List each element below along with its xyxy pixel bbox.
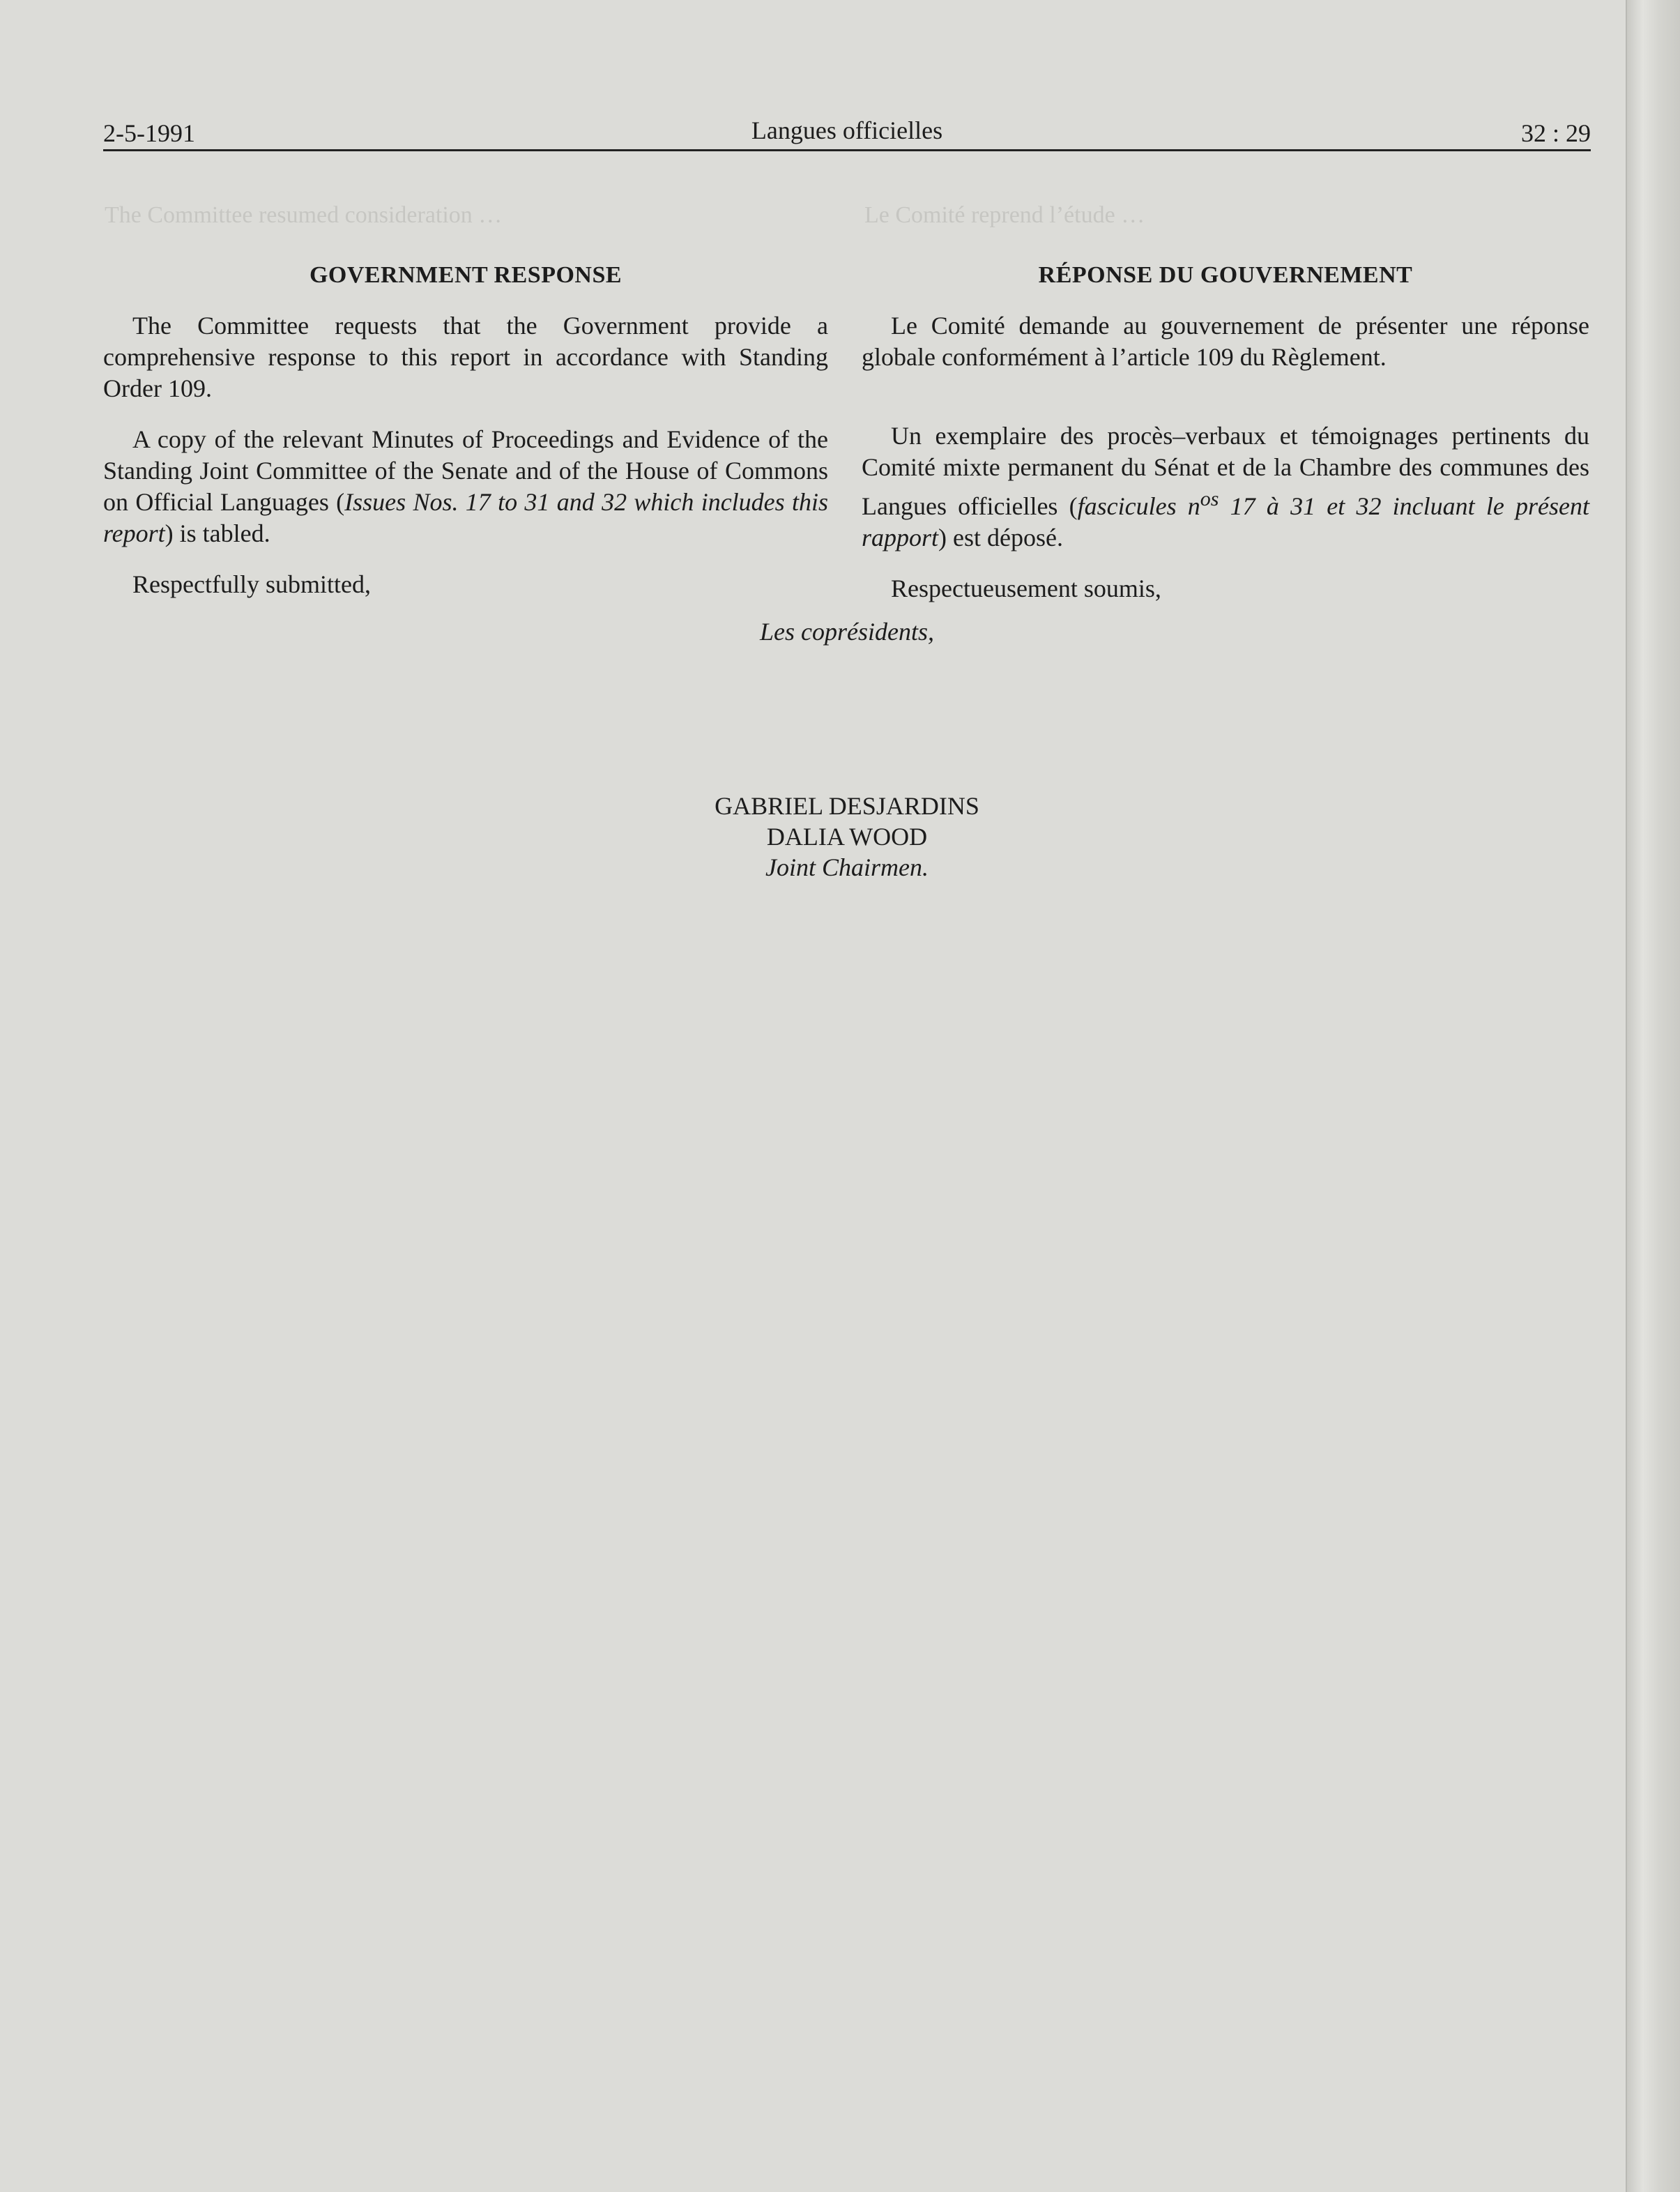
french-closing: Respectueusement soumis,: [891, 574, 1161, 602]
header-rule: [103, 149, 1591, 151]
signatory-title: Joint Chairmen.: [765, 853, 929, 881]
english-paragraph-1: The Committee requests that the Government provide a comprehensive response to this report in accordance with Standing Order 109.: [103, 312, 828, 402]
english-closing: Respectfully submitted,: [132, 570, 371, 598]
bleed-through-left: The Committee resumed consideration …: [105, 202, 503, 228]
french-paragraph-2: Un exemplaire des procès–verbaux et témoignages pertinents du Comité mixte permanent du Sénat et de la Chambre des communes des Langues officielles (fascicules $n^{os}$ 17 à 31 et 32 incluant le présent rapport) est déposé.: [862, 422, 1589, 551]
signatory-name-1: GABRIEL DESJARDINS: [715, 792, 979, 820]
english-column: [103, 259, 828, 620]
signature-block: [103, 791, 1591, 883]
running-header: [103, 113, 1591, 152]
header-page-number: 32 : 29: [1520, 119, 1591, 147]
french-heading: RÉPONSE DU GOUVERNEMENT: [1038, 262, 1413, 288]
english-paragraph-2: A copy of the relevant Minutes of Proceedings and Evidence of the Standing Joint Committee of the Senate and of the House of Commons on Official Languages (Issues Nos. 17 to 31 and 32 which includes this report) is tabled.: [103, 425, 828, 547]
french-paragraph-1: Le Comité demande au gouvernement de présenter une réponse globale conformément à l’article 109 du Règlement.: [862, 312, 1589, 371]
french-column: [862, 259, 1589, 624]
co-chairs-label: Les coprésidents,: [760, 618, 934, 646]
header-date: 2-5-1991: [103, 119, 195, 147]
binding-edge: [1626, 0, 1680, 2192]
bleed-through-right: Le Comité reprend l’étude …: [864, 202, 1145, 228]
signatory-name-2: DALIA WOOD: [766, 823, 928, 851]
header-title: Langues officielles: [751, 116, 943, 144]
english-heading: GOVERNMENT RESPONSE: [309, 262, 623, 288]
